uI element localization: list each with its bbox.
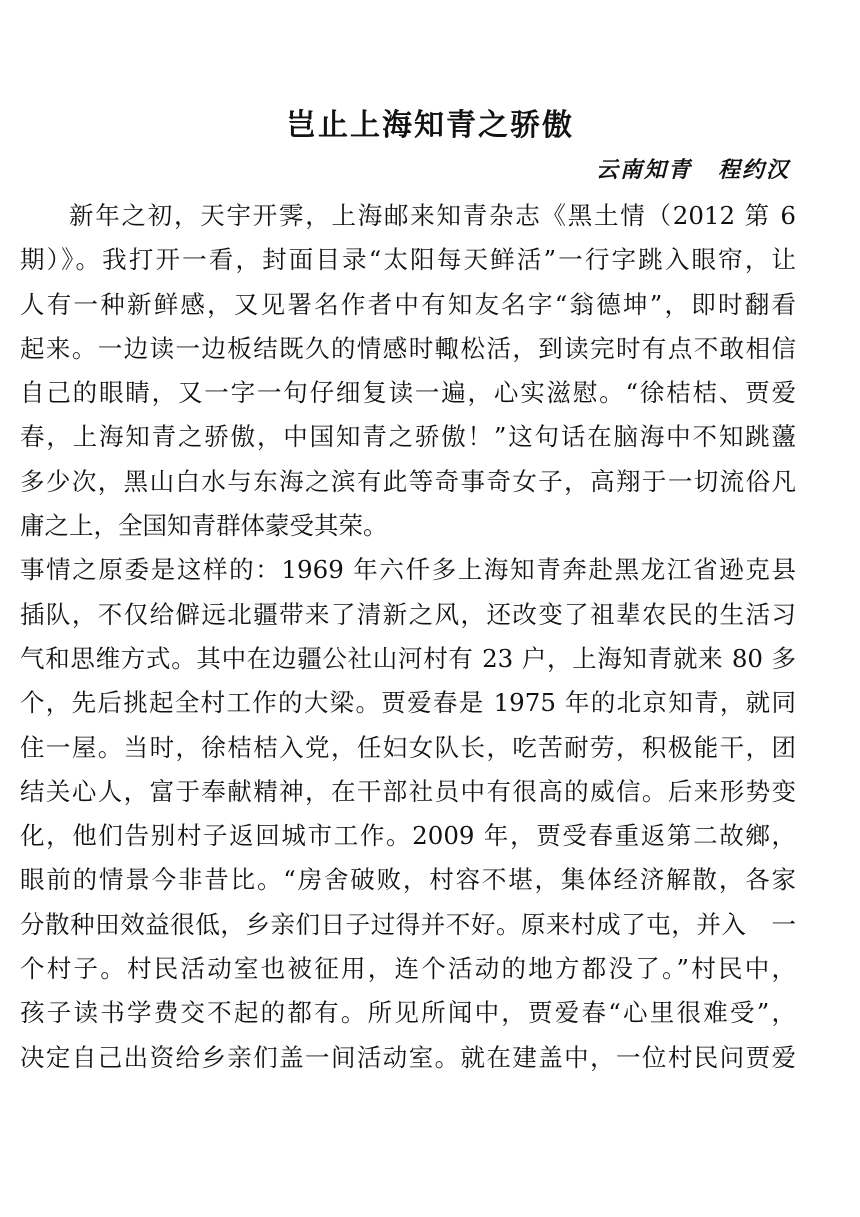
text-line: 春，上海知青之骄傲，中国知青之骄傲！”这句话在脑海中不知跳蘯 bbox=[20, 422, 796, 452]
text-line: 气和思维方式。其中在边疆公社山河村有 23 户，上海知青就来 80 多 bbox=[20, 643, 796, 673]
article-title: 岂止上海知青之骄傲 bbox=[286, 108, 574, 143]
text-line: 期）》。我打开一看，封面目录“太阳每天鲜活”一行字跳入眼帘，让 bbox=[20, 245, 796, 275]
paragraph bbox=[20, 548, 796, 1080]
text-line: 结关心人，富于奉献精神，在干部社员中有很高的威信。后来形势变 bbox=[20, 776, 796, 806]
byline bbox=[596, 152, 790, 188]
text-line: 多少次，黑山白水与东海之滨有此等奇事奇女子，高翔于一切流俗凡 bbox=[20, 466, 796, 496]
text-line: 自己的眼睛，又一字一句仔细复读一遍，心实滋慰。“徐桔桔、贾爱 bbox=[20, 378, 796, 408]
author-origin: 云南知青 bbox=[595, 157, 692, 183]
text-line: 人有一种新鲜感，又见署名作者中有知友名字“翁德坤”，即时翻看 bbox=[20, 289, 796, 319]
text-line: 起来。一边读一边板结既久的情感时輙松活，到读完时有点不敢相信 bbox=[20, 333, 796, 363]
text-line: 新年之初，天宇开霁，上海邮来知青杂志《黑土情（2012 第 6 bbox=[69, 201, 796, 230]
text-line: 分散种田效益很低，乡亲们日子过得并不好。原来村成了屯，并入 一 bbox=[20, 909, 796, 939]
author-name: 程约汉 bbox=[717, 157, 790, 183]
article-body bbox=[20, 194, 796, 1080]
text-line: 插队，不仅给僻远北疆带来了清新之风，还改变了祖辈农民的生活习 bbox=[20, 599, 796, 629]
text-line: 住一屋。当时，徐桔桔入党，任妇女队长，吃苦耐劳，积极能干，团 bbox=[20, 732, 796, 762]
text-line: 孩子读书学费交不起的都有。所见所闻中，贾爱春“心里很难受”， bbox=[20, 998, 796, 1028]
text-line: 庸之上，全国知青群体蒙受其荣。 bbox=[20, 511, 388, 541]
text-line: 眼前的情景今非昔比。“房舍破败，村容不堪，集体经济解散，各家 bbox=[20, 865, 796, 895]
text-line: 化，他们告别村子返回城市工作。2009 年，贾受春重返第二故鄉， bbox=[20, 821, 796, 851]
text-line: 决定自己出资给乡亲们盖一间活动室。就在建盖中，一位村民问贾爱 bbox=[20, 1042, 796, 1072]
paragraph bbox=[20, 194, 796, 548]
text-line: 个村子。村民活动室也被征用，连个活动的地方都没了。”村民中， bbox=[20, 954, 796, 984]
text-line: 个，先后挑起全村工作的大梁。贾爱春是 1975 年的北京知青，就同 bbox=[20, 688, 796, 718]
text-line: 事情之原委是这样的：1969 年六仟多上海知青奔赴黑龙江省逊克县 bbox=[20, 555, 796, 585]
